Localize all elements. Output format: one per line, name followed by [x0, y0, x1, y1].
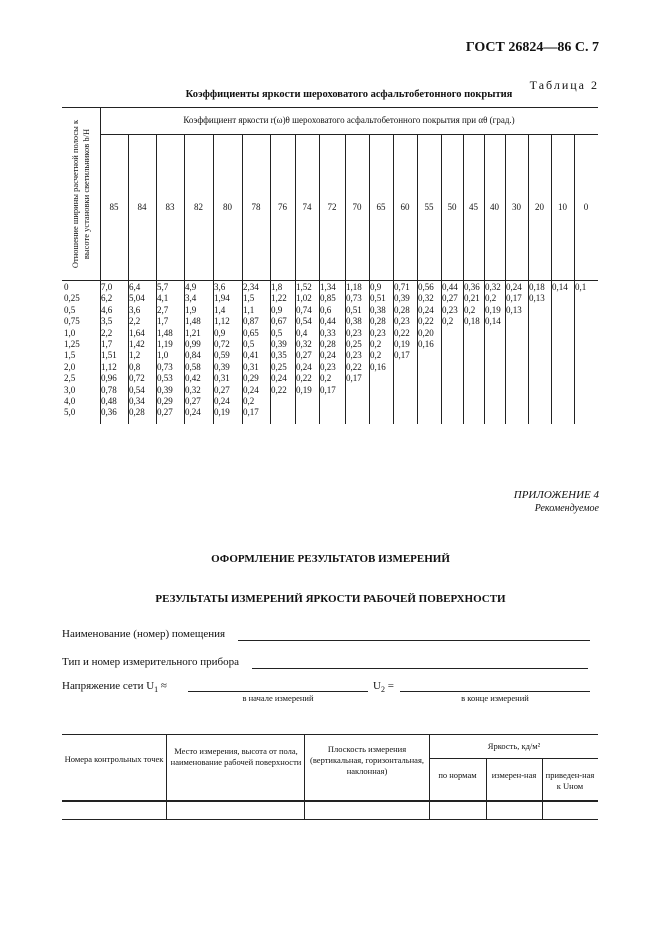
table-cell: 0,27 — [296, 350, 312, 361]
table-cell: 0,21 — [464, 293, 480, 304]
table-cell: 0,17 — [506, 293, 522, 304]
table-cell: 0,23 — [442, 304, 458, 315]
table-cell: 0,23 — [320, 361, 336, 372]
table-cell: 1,02 — [296, 293, 312, 304]
table-cell: 0,38 — [346, 316, 362, 327]
table-cell: 0,13 — [506, 304, 522, 315]
angle-header: 10 — [558, 202, 567, 212]
table-cell: 0,71 — [394, 282, 410, 292]
table-cell: 0,17 — [320, 384, 336, 395]
table-cell: 1,19 — [157, 339, 173, 349]
u2-label-text: U — [373, 680, 381, 692]
angle-header: 83 — [165, 202, 175, 212]
table-cell: 0,9 — [271, 304, 283, 315]
angle-header: 70 — [352, 202, 362, 212]
angle-header: 0 — [583, 202, 589, 212]
table-cell: 0,23 — [370, 327, 386, 338]
table-cell: 0,44 — [442, 282, 458, 292]
table-cell: 0,51 — [370, 293, 386, 304]
table-cell: 3,6 — [214, 282, 226, 292]
table-cell: 0,18 — [529, 282, 545, 292]
table-cell: 0,2 — [320, 373, 332, 384]
table-cell: 0,73 — [346, 293, 362, 304]
row-ratio-label: 2,0 — [64, 361, 76, 372]
table-cell: 0,14 — [552, 282, 568, 292]
angle-header: 85 — [109, 202, 119, 212]
table-cell: 0,24 — [185, 407, 201, 418]
table-cell: 0,87 — [243, 316, 259, 327]
table-cell: 0,39 — [157, 384, 173, 395]
table-cell: 1,7 — [101, 339, 113, 349]
table-cell: 0,24 — [243, 384, 259, 395]
table-cell: 0,22 — [394, 327, 410, 338]
sub-measured: измерен-ная — [491, 770, 537, 780]
row-header-text: Отношение ширины расчетной полосы к высоте установки светильников b/H — [70, 119, 91, 269]
table-cell: 1,42 — [129, 339, 145, 349]
table-cell: 0,84 — [185, 350, 201, 361]
table-cell: 0,5 — [243, 339, 255, 349]
table-cell: 0,17 — [394, 350, 410, 361]
angle-header: 45 — [469, 202, 478, 212]
results-col-divider-1 — [166, 734, 167, 820]
table-cell: 6,2 — [101, 293, 113, 304]
span-header: Коэффициент яркости r(ω)θ шероховатого асфальтобетонного покрытия при αθ (град.) — [183, 115, 515, 125]
table-cell: 2,7 — [157, 304, 169, 315]
column-divider — [369, 134, 370, 424]
table-cell: 1,4 — [214, 304, 226, 315]
room-input-line[interactable] — [238, 640, 590, 641]
table-cell: 0,39 — [214, 361, 230, 372]
table-cell: 0,72 — [129, 373, 145, 384]
column-divider — [528, 134, 529, 424]
table-cell: 7,0 — [101, 282, 113, 292]
voltage-label-text: Напряжение сети U — [62, 680, 155, 692]
col-measurement-place: Место измерения, высота от пола, наименование рабочей поверхности — [170, 746, 302, 767]
results-sub-line — [429, 758, 598, 759]
results-bottom-line — [62, 819, 598, 820]
table-cell: 0,42 — [185, 373, 201, 384]
table-cell: 2,34 — [243, 282, 259, 292]
row-ratio-label: 1,0 — [64, 327, 76, 338]
table-cell: 0,27 — [157, 407, 173, 418]
col-control-points: Номера контрольных точек — [64, 754, 164, 764]
column-divider — [463, 134, 464, 424]
row-ratio-label: 1,5 — [64, 350, 76, 361]
table-cell: 0,24 — [506, 282, 522, 292]
table-cell: 0,54 — [296, 316, 312, 327]
table-cell: 0,29 — [243, 373, 259, 384]
row-ratio-label: 0,25 — [64, 293, 80, 304]
voltage-label — [62, 680, 167, 694]
table-cell: 0,23 — [346, 327, 362, 338]
table-cell: 0,27 — [185, 396, 201, 406]
table-cell: 0,31 — [243, 361, 259, 372]
table-cell: 1,1 — [243, 304, 255, 315]
column-divider — [551, 134, 552, 424]
table-cell: 0,25 — [271, 361, 287, 372]
u1-subscript: 1 — [154, 685, 159, 695]
angle-header: 76 — [278, 202, 287, 212]
table-cell: 0,29 — [157, 396, 173, 406]
row-ratio-label: 4,0 — [64, 396, 76, 406]
results-table — [62, 734, 598, 820]
table-cell: 0,34 — [129, 396, 145, 406]
table-cell: 1,48 — [157, 327, 173, 338]
device-label: Тип и номер измерительного прибора — [62, 656, 240, 668]
table-cell: 5,04 — [129, 293, 145, 304]
table-cell: 1,48 — [185, 316, 201, 327]
table-cell: 0,59 — [214, 350, 230, 361]
table-cell: 0,32 — [296, 339, 312, 349]
table-cell: 0,33 — [320, 327, 336, 338]
table-cell: 0,2 — [370, 350, 382, 361]
table-cell: 0,22 — [346, 361, 362, 372]
table-cell: 0,19 — [296, 384, 312, 395]
table-cell: 0,36 — [464, 282, 480, 292]
angle-header: 55 — [424, 202, 434, 212]
table-cell: 1,34 — [320, 282, 336, 292]
table-cell: 1,18 — [346, 282, 362, 292]
table-cell: 0,48 — [101, 396, 117, 406]
table-cell: 3,6 — [129, 304, 141, 315]
table-cell: 0,2 — [442, 316, 454, 327]
table-cell: 1,52 — [296, 282, 312, 292]
table-cell: 0,24 — [320, 350, 336, 361]
table-cell: 0,2 — [370, 339, 382, 349]
angle-header: 30 — [512, 202, 521, 212]
table-cell: 0,28 — [320, 339, 336, 349]
u2-caption: в конце измерений — [461, 693, 529, 703]
table-cell: 5,7 — [157, 282, 169, 292]
column-divider — [574, 134, 575, 424]
u2-subscript: 2 — [380, 685, 385, 695]
table-cell: 0,54 — [129, 384, 145, 395]
table-cell: 0,9 — [370, 282, 382, 292]
table-cell: 0,22 — [418, 316, 434, 327]
angle-header: 60 — [400, 202, 410, 212]
sub-reduced: приведен-ная к Uном — [545, 770, 595, 791]
table-cell: 0,27 — [442, 293, 458, 304]
row-ratio-label: 0,75 — [64, 316, 80, 327]
table-cell: 0,51 — [346, 304, 362, 315]
table-cell: 0,53 — [157, 373, 173, 384]
angle-header: 72 — [327, 202, 337, 212]
table-cell: 0,19 — [485, 304, 501, 315]
table-cell: 1,94 — [214, 293, 230, 304]
angle-header: 65 — [376, 202, 386, 212]
table-cell: 1,5 — [243, 293, 255, 304]
table-cell: 0,78 — [101, 384, 117, 395]
table-cell: 0,4 — [296, 327, 308, 338]
table-cell: 1,7 — [157, 316, 169, 327]
table-cell: 1,9 — [185, 304, 197, 315]
span-header-border — [100, 134, 598, 135]
col-luminance: Яркость, кд/м² — [487, 741, 541, 751]
table-cell: 0,9 — [214, 327, 226, 338]
column-divider — [505, 134, 506, 424]
u2-input-line[interactable] — [400, 691, 590, 692]
form-title: РЕЗУЛЬТАТЫ ИЗМЕРЕНИЙ ЯРКОСТИ РАБОЧЕЙ ПОВЕРХНОСТИ — [155, 593, 506, 605]
row-ratio-label: 2,5 — [64, 373, 76, 384]
table-cell: 0,39 — [271, 339, 287, 349]
table-cell: 0,28 — [129, 407, 145, 418]
table-cell: 1,22 — [271, 293, 287, 304]
table-cell: 0,32 — [485, 282, 501, 292]
table-cell: 0,24 — [296, 361, 312, 372]
table-cell: 0,17 — [346, 373, 362, 384]
table-cell: 1,0 — [157, 350, 169, 361]
row-ratio-label: 1,25 — [64, 339, 80, 349]
table-cell: 1,8 — [271, 282, 283, 292]
table-cell: 0,85 — [320, 293, 336, 304]
column-divider — [484, 134, 485, 424]
table-cell: 0,2 — [243, 396, 255, 406]
u1-input-line[interactable] — [188, 691, 368, 692]
angle-header: 40 — [490, 202, 499, 212]
device-input-line[interactable] — [252, 668, 588, 669]
table-cell: 0,24 — [214, 396, 230, 406]
table-cell: 0,28 — [394, 304, 410, 315]
table-number: Таблица 2 — [529, 78, 599, 92]
table-cell: 0,32 — [418, 293, 434, 304]
table-cell: 6,4 — [129, 282, 141, 292]
appendix-title: ПРИЛОЖЕНИЕ 4 — [513, 489, 599, 501]
results-header-line — [62, 800, 598, 802]
table-cell: 1,64 — [129, 327, 145, 338]
column-divider — [441, 134, 442, 424]
row-ratio-label: 3,0 — [64, 384, 76, 395]
table-title: Коэффициенты яркости шероховатого асфальтобетонного покрытия — [185, 89, 513, 100]
table-cell: 0,18 — [464, 316, 480, 327]
results-col-divider-5 — [542, 758, 543, 820]
table-cell: 0,8 — [129, 361, 141, 372]
column-divider — [417, 134, 418, 424]
row-ratio-label: 0,5 — [64, 304, 76, 315]
u1-caption: в начале измерений — [242, 693, 314, 703]
table-cell: 3,5 — [101, 316, 113, 327]
table-cell: 0,35 — [271, 350, 287, 361]
angle-header: 82 — [194, 202, 203, 212]
table-cell: 1,2 — [129, 350, 141, 361]
luminance-coefficient-table — [62, 107, 598, 424]
page-header: ГОСТ 26824—86 С. 7 — [465, 40, 599, 55]
table-cell: 0,6 — [320, 304, 332, 315]
angle-header: 80 — [223, 202, 232, 212]
table-cell: 0,99 — [185, 339, 201, 349]
table-cell: 0,20 — [418, 327, 434, 338]
table-cell: 0,56 — [418, 282, 434, 292]
column-divider — [393, 134, 394, 424]
table-cell: 0,74 — [296, 304, 312, 315]
angle-header: 78 — [251, 202, 261, 212]
table-cell: 0,25 — [346, 339, 362, 349]
sub-norms: по нормам — [438, 770, 477, 780]
row-header — [62, 109, 100, 279]
table-cell: 0,2 — [485, 293, 497, 304]
table-cell: 0,38 — [370, 304, 386, 315]
table-cell: 0,27 — [214, 384, 230, 395]
table-cell: 0,67 — [271, 316, 287, 327]
approx-sign: ≈ — [160, 680, 167, 692]
col-plane: Плоскость измерения (вертикальная, горизонтальная, наклонная) — [310, 744, 424, 776]
table-cell: 4,9 — [185, 282, 197, 292]
room-label: Наименование (номер) помещения — [62, 628, 226, 640]
u2-label — [373, 680, 394, 694]
table-cell: 0,2 — [464, 304, 476, 315]
table-cell: 0,23 — [346, 350, 362, 361]
section-title: ОФОРМЛЕНИЕ РЕЗУЛЬТАТОВ ИЗМЕРЕНИЙ — [211, 553, 450, 565]
table-cell: 0,23 — [394, 316, 410, 327]
angle-header: 74 — [302, 202, 312, 212]
table-cell: 0,14 — [485, 316, 501, 327]
table-cell: 1,51 — [101, 350, 117, 361]
table-cell: 1,21 — [185, 327, 201, 338]
table-cell: 0,22 — [296, 373, 312, 384]
table-cell: 0,16 — [370, 361, 386, 372]
table-cell: 0,44 — [320, 316, 336, 327]
table-cell: 0,72 — [214, 339, 230, 349]
table-cell: 1,12 — [101, 361, 117, 372]
equals-sign: = — [387, 680, 394, 692]
table-cell: 0,5 — [271, 327, 283, 338]
table-cell: 2,2 — [101, 327, 113, 338]
table-cell: 2,2 — [129, 316, 141, 327]
table-cell: 0,41 — [243, 350, 259, 361]
row-ratio-label: 0 — [64, 282, 69, 292]
table-cell: 0,24 — [418, 304, 434, 315]
table-cell: 0,32 — [185, 384, 201, 395]
table-cell: 4,1 — [157, 293, 169, 304]
table-cell: 0,22 — [271, 384, 287, 395]
table-cell: 0,13 — [529, 293, 545, 304]
table-cell: 0,28 — [370, 316, 386, 327]
angle-header: 84 — [137, 202, 147, 212]
appendix-subtitle: Рекомендуемое — [534, 503, 599, 514]
table-cell: 0,1 — [575, 282, 587, 292]
results-col-divider-4 — [486, 758, 487, 820]
results-col-divider-2 — [304, 734, 305, 820]
table-cell: 0,17 — [243, 407, 259, 418]
row-ratio-label: 5,0 — [64, 407, 76, 418]
table-cell: 0,16 — [418, 339, 434, 349]
table-cell: 0,19 — [394, 339, 410, 349]
header-bottom-border — [62, 280, 598, 281]
table-cell: 0,73 — [157, 361, 173, 372]
table-cell: 4,6 — [101, 304, 113, 315]
table-cell: 0,58 — [185, 361, 201, 372]
table-cell: 0,39 — [394, 293, 410, 304]
angle-header: 20 — [535, 202, 544, 212]
table-cell: 0,96 — [101, 373, 117, 384]
table-cell: 0,36 — [101, 407, 117, 418]
table-cell: 3,4 — [185, 293, 197, 304]
angle-header: 50 — [447, 202, 457, 212]
results-top-line — [62, 734, 598, 735]
table-cell: 0,65 — [243, 327, 259, 338]
table-cell: 0,31 — [214, 373, 230, 384]
table-cell: 0,19 — [214, 407, 230, 418]
table-cell: 0,24 — [271, 373, 287, 384]
table-cell: 1,12 — [214, 316, 230, 327]
